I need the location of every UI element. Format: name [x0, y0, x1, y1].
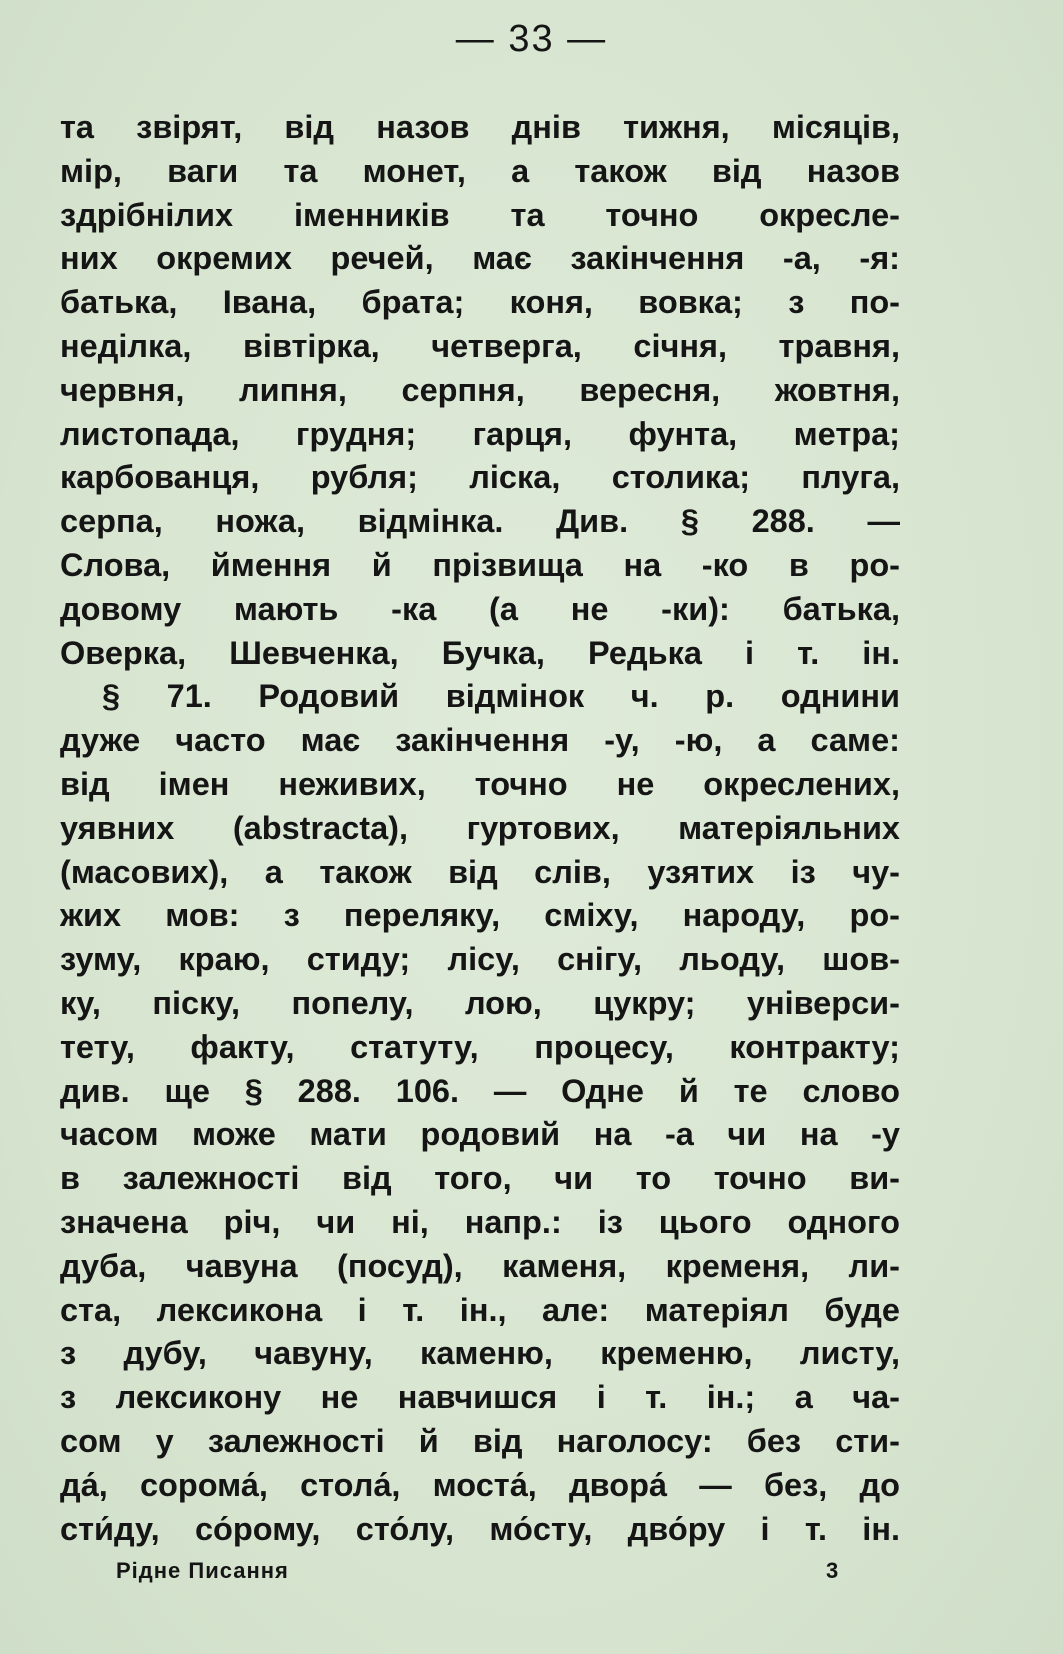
text-line: жих мов: з переляку, сміху, народу, ро- [60, 897, 900, 934]
text-line: мір, ваги та монет, а також від назов [60, 152, 900, 189]
text-line: тету, факту, статуту, процесу, контракту; [60, 1028, 900, 1065]
text-line: та звірят, від назов днів тижня, місяців, [60, 109, 900, 145]
text-line: ку, піску, попелу, лою, цукру; універси- [60, 984, 900, 1021]
text-line: уявних (abstracta), гуртових, матеріяльних [60, 809, 900, 846]
text-line: сти́ду, со́рому, сто́лу, мо́сту, дво́ру і т. ін. [60, 1510, 900, 1547]
text-line: з лексикону не навчишся і т. ін.; а ча- [60, 1379, 900, 1416]
text-line: (масових), а також від слів, узятих із чу- [60, 853, 900, 890]
text-line: від імен неживих, точно не окреслених, [60, 765, 900, 802]
text-line: див. ще § 288. 106. — Одне й те слово [60, 1072, 900, 1109]
main-text [60, 106, 900, 1551]
book-title-footer: Рідне Писання [116, 1558, 289, 1583]
text-line: серпа, ножа, відмінка. Див. § 288. — [60, 503, 900, 540]
text-line: них окремих речей, має закінчення -а, -я: [60, 240, 900, 277]
text-line: часом може мати родовий на -а чи на -у [60, 1116, 900, 1153]
page-footer [0, 1558, 1063, 1598]
text-line: листопада, грудня; гарця, фунта, метра; [60, 415, 900, 452]
text-line: дуба, чавуна (посуд), каменя, кременя, ли- [60, 1247, 900, 1284]
text-line: зуму, краю, стиду; лісу, снігу, льоду, шов- [60, 941, 900, 978]
text-line: довому мають -ка (а не -ки): батька, [60, 590, 900, 627]
text-line: здрібнілих іменників та точно окресле- [60, 196, 900, 233]
text-line: з дубу, чавуну, каменю, кременю, листу, [60, 1335, 900, 1372]
text-line: в залежності від того, чи то точно ви- [60, 1160, 900, 1197]
text-line: ста, лексикона і т. ін., але: матеріял буде [60, 1291, 900, 1328]
paragraph-start-line: § 71. Родовий відмінок ч. р. однини [102, 678, 900, 715]
text-line: червня, липня, серпня, вересня, жовтня, [60, 371, 900, 408]
signature-number: 3 [826, 1558, 839, 1583]
text-line: карбованця, рубля; ліска, столика; плуга, [60, 459, 900, 496]
text-line: да́, сорома́, стола́, моста́, двора́ — без, до [60, 1466, 900, 1503]
text-line: Оверка, Шевченка, Бучка, Редька і т. ін. [60, 634, 900, 671]
text-line: Слова, ймення й прізвища на -ко в ро- [60, 546, 900, 583]
text-line: неділка, вівтірка, четверга, січня, травня, [60, 327, 900, 364]
text-line: значена річ, чи ні, напр.: із цього одного [60, 1203, 900, 1240]
page-number-header: — 33 — [455, 18, 608, 60]
text-line: батька, Івана, брата; коня, вовка; з по- [60, 284, 900, 321]
text-line: дуже часто має закінчення -у, -ю, а саме: [60, 722, 900, 759]
text-line: сом у залежності й від наголосу: без сти- [60, 1422, 900, 1459]
